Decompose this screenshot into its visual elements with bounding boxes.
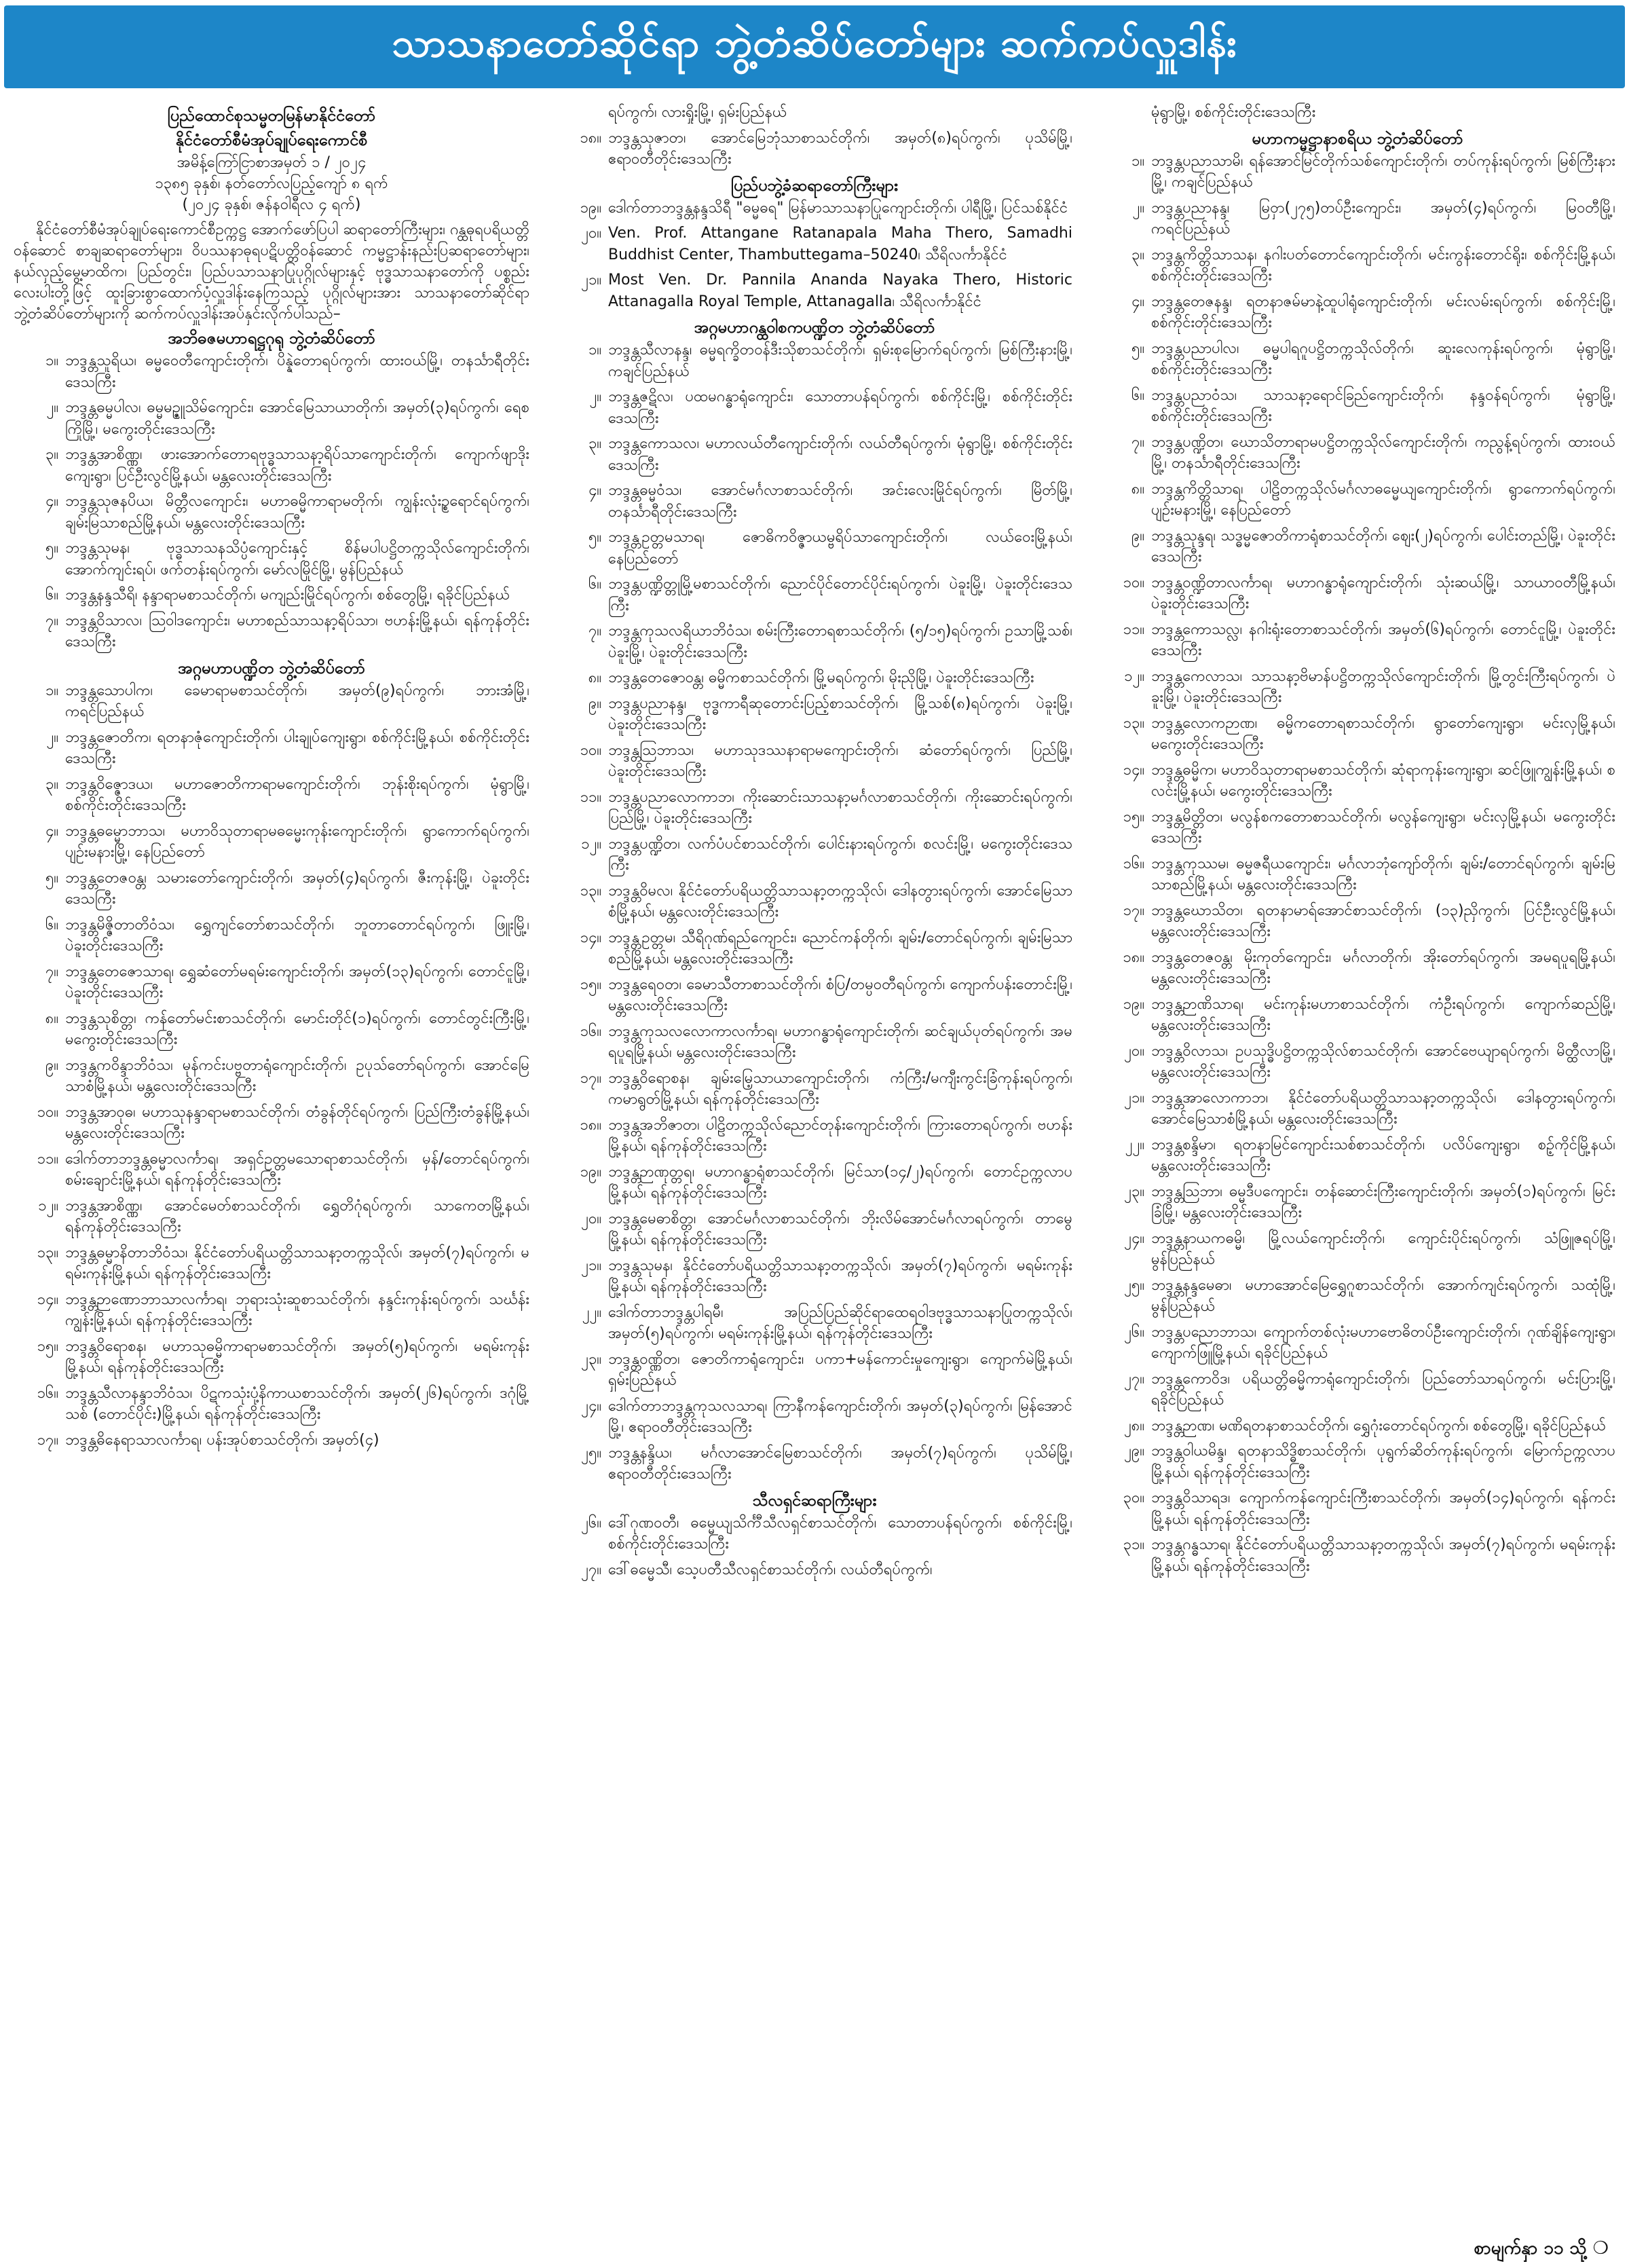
item-text: ဘဒ္ဒန္တပဏ္ဍိတ၊ ဃောသိတာရာမပဋ္ဌိတက္ကသိုလ်ကျောင်းတိုက်၊ ကညွန့်ရပ်ကွက်၊ ထားဝယ်မြို့၊ တနင်္သာရီတိုင်းဒေသကြီး xyxy=(1151,433,1615,472)
item-number: ၉။ xyxy=(588,694,601,712)
item-number: ၂၁။ xyxy=(1124,1089,1144,1107)
list-item xyxy=(1100,1415,1615,1437)
item-text: ဘဒ္ဒန္တတေဇဝန္တ၊ သမားတော်ကျောင်းတိုက်၊ အမှတ်(၄)ရပ်ကွက်၊ ဇီးကုန်းမြို့၊ ပဲခူးတိုင်းဒေသကြီး xyxy=(65,869,529,908)
item-text: ဘဒ္ဒန္တသုမန၊ ဗုဒ္ဓသာသနသိပ္ပံကျောင်းနှင့် စိန်မပါပဋ္ဌိတက္ကသိုလ်ကျောင်းတိုက်၊ အောက်ကျင်းရပ်၊ ဖက်တန်းရပ်ကွက်၊ မော်လမြိုင်မြို့၊ မွန်ပြည်နယ် xyxy=(65,540,529,578)
item-number: ၂၄။ xyxy=(1124,1229,1144,1247)
continued-note: စာမျက်နှာ ၁၁ သို့ ❍ xyxy=(1474,2238,1609,2258)
item-number: ၂။ xyxy=(589,388,601,405)
list-item xyxy=(14,727,529,770)
item-number: ၂၆။ xyxy=(1124,1323,1144,1341)
column-1-list xyxy=(14,327,529,1451)
item-text: ဘဒ္ဒန္တကိတ္တိသာသန၊ နဂါးပတ်တောင်ကျောင်းတိုက်၊ မင်းကွန်းတောင်ရိုး၊ စစ်ကိုင်းမြို့နယ်၊ စစ်ကိုင်းတိုင်းဒေသကြီး xyxy=(1151,246,1615,284)
item-text: ဘဒ္ဒန္တဥတ္တမသာရ၊ ဇောဓိကဝိဇ္ဇာယမ္ဗရိပ်သာကျောင်းတိုက်၊ လယ်ဝေးမြို့နယ်၊ နေပြည်တော် xyxy=(608,529,1072,568)
item-text: ဘဒ္ဒန္တသုမန၊ နိုင်ငံတော်ပရိယတ္တိသာသနာ့တက္ကသိုလ်၊ အမှတ်(၇)ရပ်ကွက်၊ မရမ်းကုန်းမြို့နယ်၊ ရန်ကုန်တိုင်းဒေသကြီး xyxy=(608,1257,1072,1295)
list-item xyxy=(557,740,1072,783)
item-text: ဘဒ္ဒန္တအဘိဇာတ၊ ပါဠိတက္ကသိုလ်ညောင်တုန်းကျောင်းတိုက်၊ ကြားတောရပ်ကွက်၊ ဗဟန်းမြို့နယ်၊ ရန်ကုန်တိုင်းဒေသကြီး xyxy=(608,1116,1072,1155)
item-number: ၂၇။ xyxy=(581,1561,601,1578)
item-number: ၈။ xyxy=(588,669,601,686)
item-text: ဘဒ္ဒန္တတေဇောဝန္တ၊ ဓမ္မိကစာသင်တိုက်၊ မြို့မရပ်ကွက်၊ မိုးညိုမြို့၊ ပဲခူးတိုင်းဒေသကြီး xyxy=(608,669,1034,686)
item-number: ၁၀။ xyxy=(580,741,601,759)
list-item xyxy=(557,269,1072,312)
item-text: ဘဒ္ဒန္တပဏ္ဍိတ္တုမြို့မစာသင်တိုက်၊ ညောင်ပိုင်တောင်ပိုင်းရပ်ကွက်၊ ပဲခူးမြို့၊ ပဲခူးတိုင်းဒေသကြီး xyxy=(608,576,1072,614)
item-number xyxy=(1100,102,1151,124)
item-number: ၂၈။ xyxy=(1123,1417,1144,1434)
section-heading: မဟာကမ္မဋ္ဌာနာစရိယ ဘွဲ့တံဆိပ်တော် xyxy=(1252,128,1463,148)
item-number: ၃၁။ xyxy=(1123,1536,1144,1553)
list-item xyxy=(557,1302,1072,1345)
list-item xyxy=(557,480,1072,523)
item-text: ဘဒ္ဒန္တဓမ္မိက၊ မဟာဝိသုတာရာမစာသင်တိုက်၊ ဆုံရာကုန်းကျေးရွာ၊ ဆင်ဖြူကျွန်းမြို့နယ်၊ စလင်းမြို့နယ်၊ မကွေးတိုင်းဒေသကြီး xyxy=(1151,761,1615,800)
item-text: ဘဒ္ဒန္တကောသလ္လ၊ နဂါးရုံးတောစာသင်တိုက်၊ အမှတ်(၆)ရပ်ကွက်၊ တောင်ငူမြို့၊ ပဲခူးတိုင်းဒေသကြီး xyxy=(1151,620,1615,659)
list-item xyxy=(1100,1440,1615,1483)
date-gregorian: (၂၀၂၄ ခုနှစ်၊ ဇန်နဝါရီလ ၄ ရက်) xyxy=(182,196,361,213)
item-text: ဘဒ္ဒန္တဝိသာလ၊ ဩဝါဒကျောင်း၊ မဟာစည်သာသနာ့ရိပ်သာ၊ ဗဟန်းမြို့နယ်၊ ရန်ကုန်တိုင်းဒေသကြီး xyxy=(65,612,529,650)
item-number: ၈။ xyxy=(45,1009,58,1027)
list-item xyxy=(1100,994,1615,1037)
item-text: ဘဒ္ဒန္တဝိသာရဒ၊ ကျောက်ကန်ကျောင်းကြီးစာသင်တိုက်၊ အမှတ်(၁၄)ရပ်ကွက်၊ ရန်ကင်းမြို့နယ်၊ ရန်ကုန်တိုင်းဒေသကြီး xyxy=(1151,1489,1615,1528)
list-item xyxy=(1100,1087,1615,1130)
item-number: ၁၆။ xyxy=(37,1384,58,1402)
list-item xyxy=(557,1115,1072,1157)
item-text: ဘဒ္ဒန္တဓိနေရာသာလင်္ကာရ၊ ပန်းအုပ်စာသင်တိုက်၊ အမှတ်(၄) xyxy=(65,1431,379,1449)
list-item xyxy=(1100,806,1615,849)
item-text: ဘဒ္ဒန္တကဝိန္ဒာဘိဝံသ၊ မုန်ကင်းပဗ္ဗတာရုံကျောင်းတိုက်၊ ဥပုသ်တော်ရပ်ကွက်၊ အောင်မြေသာစံမြို့နယ်၊ မန္တလေးတိုင်းဒေသကြီး xyxy=(65,1056,529,1095)
list-item xyxy=(557,386,1072,429)
list-item xyxy=(14,491,529,534)
list-item xyxy=(557,620,1072,663)
item-text: ဘဒ္ဒန္တအာလောကာဘ၊ နိုင်ငံတော်ပရိယတ္တိသာသနာ့တက္ကသိုလ်၊ ဒေါနတွားရပ်ကွက်၊ အောင်မြေသာစံမြို့နယ်၊ မန္တလေးတိုင်းဒေသကြီး xyxy=(1151,1089,1615,1128)
item-text: ဘဒ္ဒန္တအာစိဏ္ဏ၊ ဖားအောက်တောရဗုဒ္ဓသာသနာ့ရိပ်သာကျောင်းတိုက်၊ ကျောက်ဖျာဒိုးကျေးရွာ၊ ပြင်ဦးလွင်မြို့နယ်၊ မန္တလေးတိုင်းဒေသကြီး xyxy=(65,446,529,485)
item-text: ဘဒ္ဒန္တနန္ဒမေဓာ၊ မဟာအောင်မြေရွှေဂူစာသင်တိုက်၊ အောက်ကျင်းရပ်ကွက်၊ သထုံမြို့၊ မွန်ပြည်နယ် xyxy=(1151,1276,1615,1315)
item-number: ၂၄။ xyxy=(581,1397,601,1415)
list-item xyxy=(557,1068,1072,1111)
item-number xyxy=(557,102,608,124)
item-number: ၁၈။ xyxy=(580,129,601,147)
list-item xyxy=(14,350,529,393)
list-item xyxy=(14,1149,529,1191)
list-item xyxy=(557,693,1072,736)
list-item xyxy=(14,1336,529,1379)
item-number: ၁၈။ xyxy=(1123,948,1144,966)
list-item xyxy=(14,1008,529,1051)
item-text: ဘဒ္ဒန္တဥတ္တမ၊ သီရိဂုဏ်ရည်ကျောင်း၊ ညောင်ကန်တိုက်၊ ချမ်း/တောင်ရပ်ကွက်၊ ချမ်းမြသာစည်မြို့နယ်၊ မန္တလေးတိုင်းဒေသကြီး xyxy=(608,929,1072,967)
item-text: ဘဒ္ဒန္တသြဘာသ၊ မဟာသုဒဿနာရာမကျောင်းတိုက်၊ ဆံတော်ရပ်ကွက်၊ ပြည်မြို့၊ ပဲခူးတိုင်းဒေသကြီး xyxy=(608,741,1072,780)
item-text: ဘဒ္ဒန္တပညောဘာသ၊ ကျောက်တစ်လုံးမဟာဗောဓိတပ်ဦးကျောင်းတိုက်၊ ဂုဏ်ချိန်ကျေးရွာ၊ ကျောက်ဖြူမြို့နယ်၊ ရခိုင်ပြည်နယ် xyxy=(1151,1323,1615,1362)
list-item xyxy=(1100,479,1615,521)
item-text: ဘဒ္ဒန္တပညာသာမိ၊ ရန်အောင်မြင်တိုက်သစ်ကျောင်းတိုက်၊ တပ်ကုန်းရပ်ကွက်၊ မြစ်ကြီးနားမြို့၊ ကချင်ပြည်နယ် xyxy=(1151,152,1615,191)
item-text: ဒေါက်တာဘဒ္ဒန္တကုသလသာရ၊ ကြာနီကန်ကျောင်းတိုက်၊ အမှတ်(၃)ရပ်ကွက်၊ မြန်အောင်မြို့၊ ဧရာဝတီတိုင်းဒေသကြီး xyxy=(608,1397,1072,1436)
item-text: ဘဒ္ဒန္တကောဝိဒ၊ ပရိယတ္တိဓမ္မိကာရုံကျောင်းတိုက်၊ ပြည်တော်သာရပ်ကွက်၊ မင်းပြားမြို့၊ ရခိုင်ပြည်နယ် xyxy=(1151,1370,1615,1409)
item-text: ဘဒ္ဒန္တဓမ္မာနိတာဘိဝံသ၊ နိုင်ငံတော်ပရိယတ္တိသာသနာ့တက္ကသိုလ်၊ အမှတ်(၇)ရပ်ကွက်၊ မရမ်းကုန်းမြို့နယ်၊ ရန်ကုန်တိုင်းဒေသကြီး xyxy=(65,1244,529,1282)
list-item xyxy=(1100,666,1615,709)
item-text: ရပ်ကွက်၊ လားရှိုးမြို့၊ ရှမ်းပြည်နယ် xyxy=(608,104,787,121)
item-number: ၁၈။ xyxy=(580,1116,601,1134)
item-number: ၈။ xyxy=(1131,480,1144,498)
item-number: ၁။ xyxy=(45,352,58,369)
item-text: ဘဒ္ဒန္တစန္ဒိမာ၊ ရတနာမြင်ကျောင်းသစ်စာသင်တိုက်၊ ပလိပ်ကျေးရွာ၊ စဥ့်ကိုင်မြို့နယ်၊ မန္တလေးတိုင်းဒေသကြီး xyxy=(1151,1136,1615,1174)
list-item xyxy=(557,1349,1072,1392)
item-number: ၁၉။ xyxy=(580,199,601,217)
item-number: ၂၉။ xyxy=(1124,1443,1144,1460)
section-heading: အဘိဓဇမဟာရဋ္ဌဂုရု ဘွဲ့တံဆိပ်တော် xyxy=(168,329,375,348)
item-text: ဘဒ္ဒန္တဓမ္မောဘာသ၊ မဟာဝိသုတာရာမဓမ္မေးကုန်းကျောင်းတိုက်၊ ရွာကောက်ရပ်ကွက်၊ ပျဉ်းမနားမြို့၊ နေပြည်တော် xyxy=(65,822,529,861)
item-text: ဘဒ္ဒန္တသူရိယ၊ ဓမ္မဝေတီကျောင်းတိုက်၊ ပိန္နဲတောရပ်ကွက်၊ ထားဝယ်မြို့၊ တနင်္သာရီတိုင်းဒေသကြီး xyxy=(65,352,529,391)
list-item xyxy=(14,610,529,653)
item-text: ဘဒ္ဒန္တဇဋိလ၊ ပထမဂန္ဓာရုံကျောင်း၊ သောတာပန်ရပ်ကွက်၊ စစ်ကိုင်းမြို့၊ စစ်ကိုင်းတိုင်းဒေသကြီး xyxy=(608,388,1072,427)
item-text: ဘဒ္ဒန္တမေဓာစိတ္တ၊ အောင်မင်္ဂလာစာသင်တိုက်၊ ဘိုးလိမ်အောင်မင်္ဂလာရပ်ကွက်၊ တာမွေမြို့နယ်၊ ရန်ကုန်တိုင်းဒေသကြီး xyxy=(608,1210,1072,1248)
item-text: ဘဒ္ဒန္တပဏ္ဍိတ၊ လက်ပံပင်စာသင်တိုက်၊ ပေါင်းနားရပ်ကွက်၊ စလင်းမြို့၊ မကွေးတိုင်းဒေသကြီး xyxy=(608,835,1072,874)
item-number: ၃၀။ xyxy=(1123,1489,1144,1506)
item-number: ၄။ xyxy=(1131,293,1144,310)
item-number: ၁၉။ xyxy=(1123,995,1144,1013)
item-number: ၁၁။ xyxy=(580,788,601,806)
item-text: ဘဒ္ဒန္တဉာဏ၊ မဏိရတနာစာသင်တိုက်၊ ရွှေဂုံးတောင်ရပ်ကွက်၊ စစ်တွေမြို့၊ ရခိုင်ပြည်နယ် xyxy=(1151,1417,1606,1434)
item-text: ဘဒ္ဒန္တဉာဏောဘာသာလင်္ကာရ၊ ဘုရားသုံးဆူစာသင်တိုက်၊ နန္ဒင်းကုန်းရပ်ကွက်၊ သင်္ဃန်းကျွန်းမြို့နယ်၊ ရန်ကုန်တိုင်းဒေသကြီး xyxy=(65,1290,529,1329)
item-text: ဘဒ္ဒန္တနန္ဒိယ၊ မင်္ဂလာအောင်မြေစာသင်တိုက်၊ အမှတ်(၇)ရပ်ကွက်၊ ပုသိမ်မြို့၊ ဧရာဝတီတိုင်းဒေသကြီး xyxy=(608,1444,1072,1483)
date-lunar: ၁၃၈၅ ခုနှစ်၊ နတ်တော်လပြည့်ကျော် ၈ ရက် xyxy=(155,175,388,192)
item-text: ဘဒ္ဒန္တဂန္ဓသာရ၊ နိုင်ငံတော်ပရိယတ္တိသာသနာ့တက္ကသိုလ်၊ အမှတ်(၇)ရပ်ကွက်၊ မရမ်းကုန်းမြို့နယ်၊ ရန်ကုန်တိုင်းဒေသကြီး xyxy=(1151,1536,1615,1575)
item-number: ၂၀။ xyxy=(1124,1042,1144,1060)
item-text: ဘဒ္ဒန္တဝိမလ၊ နိုင်ငံတော်ပရိယတ္တိသာသနာ့တက္ကသိုလ်၊ ဒေါနတွားရပ်ကွက်၊ အောင်မြေသာစံမြို့နယ်၊ မန္တလေးတိုင်းဒေသကြီး xyxy=(608,882,1072,921)
item-number: ၂၃။ xyxy=(581,1350,601,1368)
item-text: ဘဒ္ဒန္တကုဿမ၊ ဓမ္မဇရီယကျောင်း၊ မင်္ဂလာဘုံကျော်တိုက်၊ ချမ်း/တောင်ရပ်ကွက်၊ ချမ်းမြသာစည်မြို့နယ်၊ မန္တလေးတိုင်းဒေသကြီး xyxy=(1151,855,1615,893)
list-item xyxy=(557,339,1072,382)
list-item xyxy=(14,397,529,440)
item-number: ၁။ xyxy=(588,341,601,358)
item-text: ဘဒ္ဒန္တကိတ္တိသာရ၊ ပါဠိတက္ကသိုလ်မင်္ဂလာဓမ္မေယျကျောင်းတိုက်၊ ရွာကောက်ရပ်ကွက်၊ ပျဉ်းမနားမြို့၊ နေပြည်တော် xyxy=(1151,480,1615,519)
item-text: Most Ven. Dr. Pannila Ananda Nayaka Thero, Historic Attanagalla Royal Temple, Attanagalla၊ သီရိလင်္ကာနိုင်ငံ xyxy=(608,272,1072,310)
item-number: ၂၅။ xyxy=(1124,1276,1144,1294)
item-text: ဘဒ္ဒန္တသြဘာ၊ ဓမ္မဒီပကျောင်း၊ တန်ဆောင်းကြီးကျောင်းတိုက်၊ အမှတ်(၁)ရပ်ကွက်၊ မြင်းခြံမြို့၊ မန္တလေးတိုင်းဒေသကြီး xyxy=(1151,1183,1615,1221)
list-item xyxy=(14,868,529,910)
list-item xyxy=(557,1208,1072,1251)
list-item xyxy=(1100,1275,1615,1318)
item-text: ဒေါ်ဂုဏဝတီ၊ ဓမ္မေယျသိင်္ကီသီလရှင်စာသင်တိုက်၊ သောတာပန်ရပ်ကွက်၊ စစ်ကိုင်းမြို့၊ စစ်ကိုင်းတိုင်းဒေသကြီး xyxy=(608,1514,1072,1553)
item-number: ၁၃။ xyxy=(37,1244,58,1261)
item-text: ဘဒ္ဒန္တပညာပါလ၊ ဓမ္မပါရဂူပဋ္ဌိတက္ကသိုလ်တိုက်၊ ဆူးလေကုန်းရပ်ကွက်၊ မုံရွာမြို့၊ စစ်ကိုင်းတိုင်းဒေသကြီး xyxy=(1151,339,1615,378)
item-text: ဒေါက်တာဘဒ္ဒန္တပါရမီ၊ အပြည်ပြည်ဆိုင်ရာထေရဝါဒဗုဒ္ဓသာသနာပြုတက္ကသိုလ်၊ အမှတ်(၅)ရပ်ကွက်၊ မရမ်းကုန်းမြို့နယ်၊ ရန်ကုန်တိုင်းဒေသကြီး xyxy=(608,1303,1072,1342)
list-item xyxy=(1100,244,1615,287)
item-number: ၁၂။ xyxy=(1124,667,1144,685)
list-item xyxy=(557,574,1072,616)
item-number: ၆။ xyxy=(45,587,58,603)
item-text: ဘဒ္ဒန္တနန္ဒသီရိ၊ နန္ဒာရာမစာသင်တိုက်၊ မကျည်းမြိုင်ရပ်ကွက်၊ စစ်တွေမြို့၊ ရခိုင်ပြည်နယ် xyxy=(65,587,510,603)
list-item xyxy=(14,1055,529,1098)
item-text: ဘဒ္ဒန္တရေဝတ၊ ခေမာသီတာစာသင်တိုက်၊ စံပြ/တမ္ပဝတီရပ်ကွက်၊ ကျောက်ပန်းတောင်းမြို့၊ မန္တလေးတိုင်းဒေသကြီး xyxy=(608,975,1072,1014)
list-item xyxy=(1100,853,1615,896)
list-item xyxy=(1100,1228,1615,1271)
list-item xyxy=(1100,198,1615,240)
list-item xyxy=(1100,1181,1615,1224)
item-number: ၅။ xyxy=(45,540,58,557)
item-number: ၁၇။ xyxy=(1123,901,1144,919)
list-item xyxy=(14,444,529,487)
item-text: ဘဒ္ဒန္တပညာနန္ဒ၊ မြဝှာ(၂၇၅)တပ်ဦးကျောင်း၊ အမှတ်(၄)ရပ်ကွက်၊ မြဝတီမြို့၊ ကရင်ပြည်နယ် xyxy=(1151,199,1615,238)
item-text: ဘဒ္ဒန္တဇောတိက၊ ရတနာဇုံကျောင်းတိုက်၊ ပါးချုပ်ကျေးရွာ၊ စစ်ကိုင်းမြို့နယ်၊ စစ်ကိုင်းတိုင်းဒေသကြီး xyxy=(65,728,529,767)
list-item xyxy=(557,102,1072,124)
item-text: ဘဒ္ဒန္တသီလာနန္ဒ၊ ဓမ္မရက္ခိတဝန်ဒီးသိုစာသင်တိုက်၊ ရှမ်းစုမြောက်ရပ်ကွက်၊ မြစ်ကြီးနားမြို့၊ ကချင်ပြည်နယ် xyxy=(608,341,1072,380)
item-number: ၇။ xyxy=(45,963,58,980)
item-text: ဘဒ္ဒန္တမိဇ္ဇိတာတိဝံသ၊ ရွှေကျင်တော်စာသင်တိုက်၊ ဘူတာတောင်ရပ်ကွက်၊ ဖြူးမြို့၊ ပဲခူးတိုင်းဒေသကြီး xyxy=(65,916,529,954)
intro-paragraph: နိုင်ငံတော်စီမံအုပ်ချုပ်ရေးကောင်စီဥက္ကဋ္ဌ အောက်ဖော်ပြပါ ဆရာတော်ကြီးများ၊ ဂန္ထဓုရပရိယတ္တိဝန်ဆောင် စာချဆရာတော်များ၊ ဝိပဿနာဓုရပဋိပတ္တိဝန်ဆောင် ကမ္မဋ္ဌာန်းနည်းပြဆရာတော်များ၊ နယ်လှည့်မွေ့မာထိက၊ ပြည်တွင်း၊ ပြည်ပသာသနာပြုပုဂ္ဂိုလ်များနှင့် ဗုဒ္ဓသာသနာတော်ကို ပစ္စည်းလေးပါးတို့ဖြင့် ထူးခြားစွာထောက်ပံ့လှူဒါန်းနေကြသည့် ပုဂ္ဂိုလ်များအား သာသနာတော်ဆိုင်ရာ ဘွဲ့တံဆိပ်တော်များကို ဆက်ကပ်လှူဒါန်းအပ်နှင်းလိုက်ပါသည်– xyxy=(14,221,529,322)
item-number: ၄။ xyxy=(45,822,58,840)
item-number: ၁၄။ xyxy=(37,1290,58,1308)
item-text: ဘဒ္ဒန္တတေဇဝန္တ၊ မိုးကုတ်ကျောင်း၊ မင်္ဂလာတိုက်၊ အိုးတော်ရပ်ကွက်၊ အမရပူရမြို့နယ်၊ မန္တလေးတိုင်းဒေသကြီး xyxy=(1151,948,1615,987)
item-number: ၁၇။ xyxy=(580,1069,601,1087)
item-number: ၃။ xyxy=(45,446,58,463)
item-text: ဘဒ္ဒန္တတေဇနန္ဒ၊ ရတနာဇမ်မာနဲ့ထူပါရုံကျောင်းတိုက်၊ မင်းလမ်းရပ်ကွက်၊ စစ်ကိုင်းမြို့၊ စစ်ကိုင်းတိုင်းဒေသကြီး xyxy=(1151,293,1615,331)
list-item xyxy=(14,961,529,1004)
item-text: ဘဒ္ဒန္တဉာဏုတ္တရ၊ မဟာဂန္ဓာရုံစာသင်တိုက်၊ မြင်သာ(၁၄/၂)ရပ်ကွက်၊ တောင်ဥက္ကလာပမြို့နယ်၊ ရန်ကုန်တိုင်းဒေသကြီး xyxy=(608,1163,1072,1202)
item-number: ၄။ xyxy=(45,493,58,510)
item-number: ၁၆။ xyxy=(1123,855,1144,872)
item-number: ၂၀။ xyxy=(581,225,601,242)
item-text: ဘဒ္ဒန္တဓမ္မဝံသ၊ အောင်မင်္ဂလာစာသင်တိုက်၊ အင်းလေးမြိုင်ရပ်ကွက်၊ မြိတ်မြို့၊ တနင်္သာရီတိုင်းဒေသကြီး xyxy=(608,482,1072,521)
item-text: ဘဒ္ဒန္တဃောသိတ၊ ရတနာမာရ်အောင်စာသင်တိုက်၊ (၁၃)ညှိကွက်၊ ပြင်ဦးလွင်မြို့နယ်၊ မန္တလေးတိုင်းဒေသကြီး xyxy=(1151,901,1615,940)
list-item xyxy=(1100,291,1615,334)
item-text: ဘဒ္ဒန္တနာယကဓမ္မိ၊ မြို့လယ်ကျောင်းတိုက်၊ ကျောင်းပိုင်းရပ်ကွက်၊ သံဖြူဇရပ်မြို့၊ မွန်ပြည်နယ် xyxy=(1151,1229,1615,1268)
item-number: ၁၉။ xyxy=(580,1163,601,1181)
announcement-header xyxy=(14,105,529,215)
item-number: ၂၅။ xyxy=(581,1444,601,1462)
item-text: ဘဒ္ဒန္တသုန္ဒရ၊ သဒ္ဓမ္မဇောတိကာရုံစာသင်တိုက်၊ ဈေး(၂)ရပ်ကွက်၊ ပေါင်းတည်မြို့၊ ပဲခူးတိုင်းဒေသကြီး xyxy=(1151,527,1615,565)
item-number: ၂၁။ xyxy=(581,1257,601,1274)
item-number: ၂၁။ xyxy=(581,272,601,289)
list-item xyxy=(557,1396,1072,1438)
item-text: ဘဒ္ဒန္တပညာဝံသ၊ သာသနာ့ရောင်ခြည်ကျောင်းတိုက်၊ နန္ဒဝန်ရပ်ကွက်၊ မုံရွာမြို့၊ စစ်ကိုင်းတိုင်းဒေသကြီး xyxy=(1151,386,1615,425)
item-text: ဘဒ္ဒန္တဝိရောစန၊ မဟာသုဓမ္မိကာရာမစာသင်တိုက်၊ အမှတ်(၅)ရပ်ကွက်၊ မရမ်းကုန်းမြို့နယ်၊ ရန်ကုန်တိုင်းဒေသကြီး xyxy=(65,1337,529,1376)
item-number: ၁၄။ xyxy=(1123,761,1144,779)
item-number: ၆။ xyxy=(1131,386,1144,404)
item-text: ဒေါက်တာဘဒ္ဒန္တနန္ဒသိရီ "ဓမ္မဓရ" မြန်မာသာသနာပြုကျောင်းတိုက်၊ ပါရီမြို့၊ ပြင်သစ်နိုင်ငံ xyxy=(608,199,1068,217)
item-text: ဘဒ္ဒန္တကောသလ၊ မဟာလယ်တီကျောင်းတိုက်၊ လယ်တီရပ်ကွက်၊ မုံရွာမြို့၊ စစ်ကိုင်းတိုင်းဒေသကြီး xyxy=(608,435,1072,474)
list-item xyxy=(14,821,529,863)
item-text: ဘဒ္ဒန္တကေလာသ၊ သာသနာ့ဗိမာန်ပဋ္ဌိတက္ကသိုလ်ကျောင်းတိုက်၊ မြို့တွင်းကြီးရပ်ကွက်၊ ပဲခူးမြို့၊ ပဲခူးတိုင်းဒေသကြီး xyxy=(1151,667,1615,706)
item-number: ၁၅။ xyxy=(37,1337,58,1355)
item-number: ၃။ xyxy=(588,435,601,452)
item-text: ဘဒ္ဒန္တပညာနန္ဒ၊ ဗုဒ္ဓကာရီဆုတောင်းပြည့်စာသင်တိုက်၊ မြို့သစ်(၈)ရပ်ကွက်၊ ပဲခူးမြို့၊ ပဲခူးတိုင်းဒေသကြီး xyxy=(608,694,1072,733)
column-1 xyxy=(14,102,529,2240)
list-item xyxy=(1100,525,1615,568)
item-number: ၁၀။ xyxy=(37,1103,58,1121)
item-text: ဘဒ္ဒန္တဝါယမိန္ဒ၊ ရတနာသိဒ္ဓိစာသင်တိုက်၊ ပုရွက်ဆိတ်ကုန်းရပ်ကွက်၊ မြောက်ဥက္ကလာပမြို့နယ်၊ ရန်ကုန်တိုင်းဒေသကြီး xyxy=(1151,1443,1615,1481)
list-item xyxy=(1100,900,1615,943)
item-number: ၆။ xyxy=(588,576,601,593)
list-item xyxy=(1100,760,1615,802)
item-number: ၂၃။ xyxy=(1124,1183,1144,1200)
item-number: ၂။ xyxy=(1132,199,1144,217)
item-number: ၁။ xyxy=(45,682,58,699)
list-item xyxy=(557,1559,1072,1581)
item-text: Ven. Prof. Attangane Ratanapala Maha Thero, Samadhi Buddhist Center, Thambuttegama–50240၊ သီရိလင်္ကာနိုင်ငံ xyxy=(608,225,1072,263)
list-item xyxy=(557,927,1072,970)
list-item xyxy=(1100,1487,1615,1530)
item-text: ဘဒ္ဒန္တဓမ္မပါလ၊ ဓမ္မမဉ္ဇူသိမ်ကျောင်း၊ အောင်မြေသာယာတိုက်၊ အမှတ်(၃)ရပ်ကွက်၊ ရေစကြိုမြို့၊ မကွေးတိုင်းဒေသကြီး xyxy=(65,399,529,438)
item-text: ဘဒ္ဒန္တသုဇနပိယ၊ မိတ္တီလကျောင်း၊ မဟာဓမ္မိကာရာမတိုက်၊ ကျွန်းလုံးဉ္စရောင်ရပ်ကွက်၊ ချမ်းမြသာစည်မြို့နယ်၊ မန္တလေးတိုင်းဒေသကြီး xyxy=(65,493,529,532)
list-item xyxy=(14,680,529,723)
list-item xyxy=(1100,1534,1615,1577)
item-text: ဘဒ္ဒန္တဝိဇ္ဇောဒယ၊ မဟာဇောတိကာရာမကျောင်းတိုက်၊ ဘုန်းစိုးရပ်ကွက်၊ မုံရွာမြို့၊ စစ်ကိုင်းတိုင်းဒေသကြီး xyxy=(65,775,529,814)
item-number: ၇။ xyxy=(1131,433,1144,451)
section-heading: အဂ္ဂမဟာပဏ္ဍိတ ဘွဲ့တံဆိပ်တော် xyxy=(177,658,366,677)
list-item xyxy=(1100,572,1615,615)
item-number: ၁၃။ xyxy=(1123,714,1144,732)
item-number: ၁၁။ xyxy=(1123,620,1144,638)
item-number: ၇။ xyxy=(588,622,601,639)
notice-number: အမိန့်ကြော်ငြာစာအမှတ် ၁ / ၂၀၂၄ xyxy=(176,154,367,171)
item-number: ၁၄။ xyxy=(580,929,601,946)
list-item xyxy=(557,787,1072,830)
item-number: ၄။ xyxy=(588,482,601,499)
list-item xyxy=(557,1443,1072,1485)
item-number: ၁၅။ xyxy=(580,975,601,993)
list-item xyxy=(1100,385,1615,428)
item-number: ၁၂။ xyxy=(38,1197,58,1214)
list-item xyxy=(14,914,529,957)
item-text: ဘဒ္ဒန္တဉာဏိသာရ၊ မင်းကုန်းမဟာစာသင်တိုက်၊ ကံဦးရပ်ကွက်၊ ကျောက်ဆည်မြို့၊ မန္တလေးတိုင်းဒေသကြီး xyxy=(1151,995,1615,1034)
item-number: ၇။ xyxy=(45,612,58,629)
section-heading: ပြည်ပဘွဲ့ခံဆရာတော်ကြီးများ xyxy=(730,175,899,195)
item-text: ဘဒ္ဒန္တဝဏ္ဍိတာလင်္ကာရ၊ မဟာဂန္ဓာရုံကျောင်းတိုက်၊ သုံးဆယ်မြို့၊ သာယာဝတီမြို့နယ်၊ ပဲခူးတိုင်းဒေသကြီး xyxy=(1151,574,1615,612)
list-item xyxy=(14,774,529,817)
list-item xyxy=(1100,713,1615,756)
list-item xyxy=(557,223,1072,265)
list-item xyxy=(14,1383,529,1426)
page-title: သာသနာတော်ဆိုင်ရာ ဘွဲ့တံဆိပ်တော်များ ဆက်ကပ်လှူဒါန်း xyxy=(4,5,1625,88)
columns xyxy=(14,102,1615,2240)
list-item xyxy=(1100,947,1615,990)
item-text: မုံရွာမြို့၊ စစ်ကိုင်းတိုင်းဒေသကြီး xyxy=(1151,104,1316,121)
item-text: ဘဒ္ဒန္တသောပါက၊ ခေမာရာမစာသင်တိုက်၊ အမှတ်(၉)ရပ်ကွက်၊ ဘားအံမြို့၊ ကရင်ပြည်နယ် xyxy=(65,682,529,720)
item-number: ၅။ xyxy=(588,529,601,546)
item-text: ဘဒ္ဒန္တကုသလလောကာလင်္ကာရ၊ မဟာဂန္ဓာရုံကျောင်းတိုက်၊ ဆင်ချယ်ပုတ်ရပ်ကွက်၊ အမရပူရမြို့နယ်၊ မန္တလေးတိုင်းဒေသကြီး xyxy=(608,1022,1072,1061)
item-text: ဘဒ္ဒန္တလောကဉာဏ၊ ဓမ္မိကတောရစာသင်တိုက်၊ ရွာတော်ကျေးရွာ၊ မင်းလှမြို့နယ်၊ မကွေးတိုင်းဒေသကြီး xyxy=(1151,714,1615,753)
list-item xyxy=(14,1195,529,1238)
item-number: ၁၂။ xyxy=(581,835,601,853)
list-item xyxy=(557,834,1072,876)
item-number: ၂၂။ xyxy=(582,1303,601,1321)
item-text: ဘဒ္ဒန္တဝိရောစန၊ ချမ်းမြေ့သာယာကျောင်းတိုက်၊ ကံကြီး/မကျီးကွင်းခြံကုန်းရပ်ကွက်၊ ကမာရွတ်မြို့နယ်၊ ရန်ကုန်တိုင်းဒေသကြီး xyxy=(608,1069,1072,1108)
column-3-list xyxy=(1100,102,1615,1577)
item-text: ဘဒ္ဒန္တအာဝုဓ၊ မဟာသုနန္ဒာရာမစာသင်တိုက်၊ တံခွန်တိုင်ရပ်ကွက်၊ ပြည်ကြီးတံခွန်မြို့နယ်၊ မန္တလေးတိုင်းဒေသကြီး xyxy=(65,1103,529,1142)
item-number: ၂။ xyxy=(46,399,58,416)
list-item xyxy=(1100,151,1615,193)
list-item xyxy=(1100,1369,1615,1411)
list-item xyxy=(1100,1322,1615,1364)
item-text: ဘဒ္ဒန္တသီလာနန္ဒာဘိဝံသ၊ ပိဋကသုံးပုံ့နိကာယစာသင်တိုက်၊ အမှတ်(၂၆)ရပ်ကွက်၊ ဒဂုံမြို့သစ် (တောင်ပိုင်း)မြို့နယ်၊ ရန်ကုန်တိုင်းဒေသကြီး xyxy=(65,1384,529,1423)
item-number: ၃။ xyxy=(1131,246,1144,263)
list-item xyxy=(557,198,1072,219)
issuer-line-2: နိုင်ငံတော်စီမံအုပ်ချုပ်ရေးကောင်စီ xyxy=(175,130,368,149)
list-item xyxy=(1100,432,1615,475)
list-item xyxy=(1100,338,1615,381)
item-number: ၁။ xyxy=(1131,152,1144,170)
list-item xyxy=(557,128,1072,170)
list-item xyxy=(557,667,1072,689)
list-item xyxy=(1100,102,1615,124)
list-item xyxy=(14,1102,529,1145)
item-number: ၂။ xyxy=(46,728,58,746)
list-item xyxy=(1100,1134,1615,1177)
item-number: ၂၇။ xyxy=(1124,1370,1144,1388)
item-text: ဘဒ္ဒန္တမိတ္တိတ၊ မလွန်စကတောစာသင်တိုက်၊ မလွန်ကျေးရွာ၊ မင်းလှမြို့နယ်၊ မကွေးတိုင်းဒေသကြီး xyxy=(1151,808,1615,847)
list-item xyxy=(557,433,1072,476)
list-item xyxy=(557,1512,1072,1555)
item-number: ၅။ xyxy=(45,869,58,887)
item-number: ၆။ xyxy=(45,916,58,933)
list-item xyxy=(557,527,1072,570)
item-number: ၂၆။ xyxy=(581,1514,601,1531)
section-heading: အဂ္ဂမဟာဂန္ထဝါစကပဏ္ဍိတ ဘွဲ့တံဆိပ်တော် xyxy=(694,318,935,337)
item-text: ဘဒ္ဒန္တဝဏ္ဏိတ၊ ဇောတိကာရုံကျောင်း၊ ပကာ+မန်ကောင်းမှုကျေးရွာ၊ ကျောက်မဲမြို့နယ်၊ ရှမ်းပြည်နယ် xyxy=(608,1350,1072,1389)
item-number: ၁၆။ xyxy=(580,1022,601,1040)
item-text: ဘဒ္ဒန္တပညာလောကာဘ၊ ကိုးဆောင်းသာသနာ့မင်္ဂလာစာသင်တိုက်၊ ကိုးဆောင်းရပ်ကွက်၊ ပြည်မြို့၊ ပဲခူးတိုင်းဒေသကြီး xyxy=(608,788,1072,827)
list-item xyxy=(14,584,529,606)
item-number: ၂၂။ xyxy=(1125,1136,1144,1153)
item-number: ၁၀။ xyxy=(1123,574,1144,591)
item-number: ၁၁။ xyxy=(37,1150,58,1168)
list-item xyxy=(557,1021,1072,1064)
list-item xyxy=(557,1161,1072,1204)
item-number: ၉။ xyxy=(1131,527,1144,544)
list-item xyxy=(14,538,529,580)
list-item xyxy=(557,974,1072,1017)
list-item xyxy=(557,1255,1072,1298)
column-3 xyxy=(1100,102,1615,2240)
list-item xyxy=(557,880,1072,923)
item-text: ဘဒ္ဒန္တအာစိဏ္ဏ၊ အောင်မေတ်စာသင်တိုက်၊ ရွှေတိဂုံရပ်ကွက်၊ သာကေတမြို့နယ်၊ ရန်ကုန်တိုင်းဒေသကြီး xyxy=(65,1197,529,1235)
item-number: ၂၀။ xyxy=(581,1210,601,1227)
item-text: ဒေါ်ဓမ္မေသီ၊ သေ့ပတီသီလရှင်စာသင်တိုက်၊ လယ်တီရပ်ကွက်၊ xyxy=(608,1561,933,1578)
item-number: ၁၃။ xyxy=(580,882,601,899)
section-heading: သီလရှင်ဆရာကြီးများ xyxy=(752,1490,877,1510)
item-number: ၅။ xyxy=(1131,339,1144,357)
column-2 xyxy=(557,102,1072,2240)
item-text: ဘဒ္ဒန္တဝိလာသ၊ ဥပသုဒ္ဓိပဋ္ဌိတက္ကသိုလ်စာသင်တိုက်၊ အောင်ဗေယျာရပ်ကွက်၊ မိတ္ထီလာမြို့၊ မန္တလေးတိုင်းဒေသကြီး xyxy=(1151,1042,1615,1081)
column-2-list xyxy=(557,102,1072,1580)
issuer-line-1: ပြည်ထောင်စုသမ္မတမြန်မာနိုင်ငံတော် xyxy=(167,106,376,125)
list-item xyxy=(1100,619,1615,662)
list-item xyxy=(14,1430,529,1451)
item-text: ဘဒ္ဒန္တသုဇာတ၊ အောင်မြေဘုံသာစာသင်တိုက်၊ အမှတ်(၈)ရပ်ကွက်၊ ပုသိမ်မြို့၊ ဧရာဝတီတိုင်းဒေသကြီး xyxy=(608,129,1072,168)
list-item xyxy=(14,1289,529,1332)
item-text: ဒေါက်တာဘဒ္ဒန္တဓမ္မာလင်္ကာရ၊ အရှင်ဥတ္တမသောရာစာသင်တိုက်၊ မှန်/တောင်ရပ်ကွက်၊ စမ်းချောင်းမြို့နယ်၊ ရန်ကုန်တိုင်းဒေသကြီး xyxy=(65,1150,529,1189)
item-number: ၃။ xyxy=(45,775,58,793)
list-item xyxy=(14,1242,529,1285)
item-text: ဘဒ္ဒန္တကုသလရိယာဘိဝံသ၊ စမ်းကြီးတောရစာသင်တိုက်၊ (၅/၁၅)ရပ်ကွက်၊ ဥသာမြို့သစ်၊ ပဲခူးမြို့၊ ပဲခူးတိုင်းဒေသကြီး xyxy=(608,622,1072,661)
item-number: ၉။ xyxy=(45,1056,58,1074)
item-text: ဘဒ္ဒန္တသုစိတ္တ၊ ကန်တော်မင်းစာသင်တိုက်၊ မောင်းတိုင်(၁)ရပ်ကွက်၊ တောင်တွင်းကြီးမြို့၊ မကွေးတိုင်းဒေသကြီး xyxy=(65,1009,529,1048)
item-text: ဘဒ္ဒန္တတေဇောသာရ၊ ရွှေဆံတော်မရမ်းကျောင်းတိုက်၊ အမှတ်(၁၃)ရပ်ကွက်၊ တောင်ငူမြို့၊ ပဲခူးတိုင်းဒေသကြီး xyxy=(65,963,529,1001)
item-number: ၁၇။ xyxy=(37,1431,58,1449)
item-number: ၁၅။ xyxy=(1123,808,1144,825)
list-item xyxy=(1100,1041,1615,1083)
